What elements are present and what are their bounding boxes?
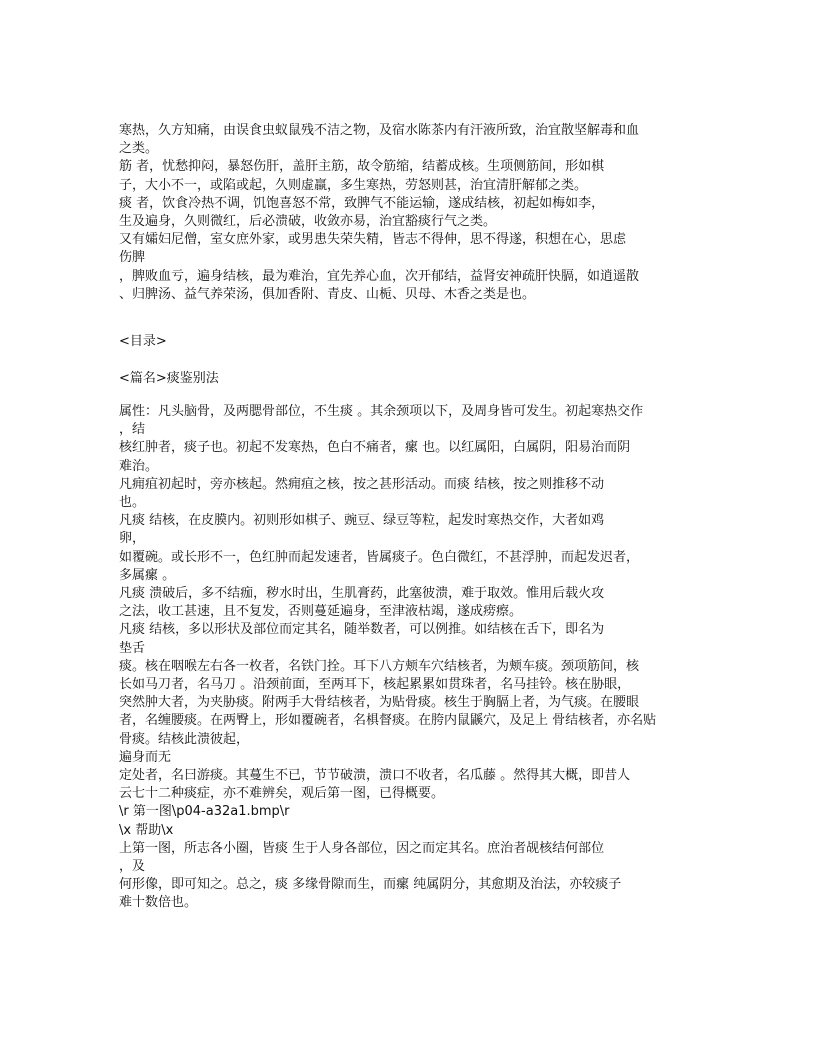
text-line: 寒热，久方知痛，由误食虫蚁鼠残不洁之物，及宿水陈茶内有汗液所致，治宜散坚解毒和血: [119, 123, 640, 138]
text-line: 者，名缠腰痰。在两臀上，形如覆碗者，名椇督痰。在胯内鼠鼷穴，及足上 骨结核者，亦名贴: [119, 713, 657, 729]
text-line: 长如马刀者，名马刀 。沿颈前面，至两耳下，核起累累如贯珠者，名马挂铃。核在胁眼，: [119, 677, 631, 693]
text-block-2: [119, 403, 719, 913]
text-line: \x 帮助\x: [119, 822, 174, 838]
text-line: 卵，: [119, 531, 146, 547]
text-line: 痰 者，饮食冷热不调，饥饱喜怒不常，致脾气不能运输，遂成结核，初起如梅如李，: [119, 195, 605, 211]
text-line: 凡痰 结核，在皮膜内。初则形如棋子、豌豆、绿豆等粒，起发时寒热交作，大者如鸡: [119, 513, 605, 529]
text-line: 定处者，名曰游痰。其蔓生不已，节节破溃，溃口不收者，名瓜藤 。然得其大概，即昔人: [119, 768, 631, 784]
text-line: 也。: [119, 495, 146, 511]
text-line: 伤脾: [119, 250, 146, 266]
text-line: 垫舌: [119, 640, 146, 656]
text-line: 何形像，即可知之。总之，痰 多缘骨隙而生，而瘰 纯属阴分，其愈期及治法，亦较痰子: [119, 877, 622, 893]
text-line: 之类。: [119, 141, 159, 157]
text-line: 难十数倍也。: [119, 895, 198, 911]
text-line: 痰。核在咽喉左右各一枚者，名铁门拴。耳下八方颊车穴结核者，为颊车痰。颈项筋间，核: [119, 658, 640, 674]
text-line: 子，大小不一，或陷或起，久则虚羸，多生寒热，劳怒则甚，治宜清肝解郁之类。: [119, 177, 588, 193]
text-line: 骨痰。结核此溃彼起，: [119, 731, 250, 747]
text-line: 云七十二种痰症，亦不难辨矣，观后第一图，已得概要。: [119, 786, 445, 802]
text-line: 多属瘰 。: [119, 567, 176, 583]
text-line: 之法，收工甚速，且不复发，否则蔓延遍身，至津液枯竭，遂成痨瘵。: [119, 604, 523, 620]
text-line: ，脾败血亏，遍身结核，最为难治，宜先养心血，次开郁结，益肾安神疏肝快膈，如逍遥散: [119, 268, 640, 284]
text-line: 凡痰 溃破后，多不结痂，秽水时出，生肌膏药，此塞彼溃，难于取效。惟用后载火攻: [119, 586, 605, 602]
text-line: ，结: [119, 422, 146, 438]
text-line: 遍身而无: [119, 749, 172, 765]
text-line: 如覆碗。或长形不一，色红肿而起发速者，皆属痰子。色白微红，不甚浮肿，而起发迟者，: [119, 549, 640, 565]
text-line: 筋 者，忧愁抑闷，暴怒伤肝，盖肝主筋，故令筋缩，结蓄成核。生项侧筋间，形如棋: [119, 159, 605, 175]
text-line: 难治。: [119, 458, 159, 474]
text-line: 生及遍身，久则微红，后必溃破，收敛亦易，治宜豁痰行气之类。: [119, 214, 497, 230]
text-line: 突然肿大者，为夹胁痰。附两手大骨结核者，为贴骨痰。核生于胸膈上者，为气痰。在腰眼: [119, 695, 640, 711]
text-line: ，及: [119, 859, 146, 875]
toc-label: <目录>: [119, 334, 167, 349]
chapter-title: <篇名>痰鉴别法: [119, 371, 219, 386]
text-line: 上第一图，所志各小圈，皆痰 生于人身各部位，因之而定其名。庶治者觇核结何部位: [119, 840, 605, 856]
text-line: 、归脾汤、益气养荣汤，俱加香附、青皮、山栀、贝母、木香之类是也。: [119, 286, 536, 302]
text-line: 凡痰 结核，多以形状及部位而定其名，随举数者，可以例推。如结核在舌下，即名为: [119, 622, 605, 638]
text-line: 又有孀妇尼僧，室女庶外家，或男患失荣失精，皆志不得伸，思不得遂，积想在心，思虑: [119, 232, 627, 248]
text-line: 核红肿者，痰子也。初起不发寒热，色白不痛者，瘰 也。以红属阳，白属阴，阳易治而阴: [119, 440, 631, 456]
text-block-1: [119, 122, 719, 304]
text-line: 属性：凡头脑骨，及两腮骨部位，不生痰 。其余颈项以下，及周身皆可发生。初起寒热交作: [119, 404, 644, 419]
text-line: \r 第一图\p04-a32a1.bmp\r: [119, 804, 290, 820]
text-line: 凡痈疽初起时，旁亦核起。然痈疽之核，按之甚形活动。而痰 结核，按之则推移不动: [119, 476, 605, 492]
